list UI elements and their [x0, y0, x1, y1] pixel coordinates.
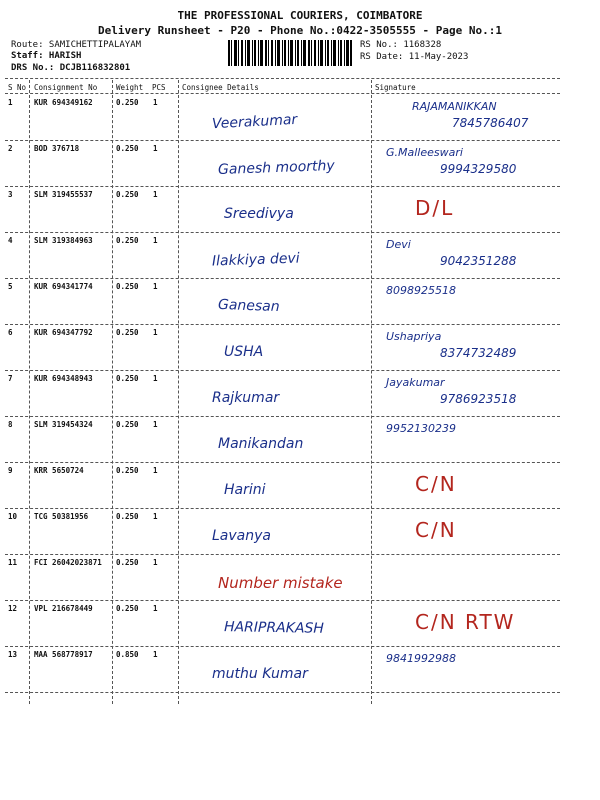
row-signature: RAJAMANIKKAN — [412, 100, 497, 113]
row-signature: D/L — [415, 196, 455, 220]
row-weight: 0.250 — [116, 374, 139, 383]
row-sno: 11 — [8, 558, 18, 567]
col-header-pcs: PCS — [152, 83, 166, 92]
route-label: Route: SAMICHETTIPALAYAM — [11, 40, 142, 50]
row-sno: 8 — [8, 420, 13, 429]
row-weight: 0.250 — [116, 190, 139, 199]
row-divider — [5, 370, 560, 371]
row-weight: 0.250 — [116, 328, 139, 337]
col-header-consignment: Consignment No — [34, 83, 98, 92]
row-sno: 2 — [8, 144, 13, 153]
col-header-consignee: Consignee Details — [182, 83, 259, 92]
row-sno: 4 — [8, 236, 13, 245]
row-consignment-no: KUR 694341774 — [34, 282, 93, 291]
row-consignee-handwriting: muthu Kumar — [212, 666, 308, 682]
row-consignee-handwriting: Ganesan — [217, 296, 280, 316]
row-signature: Jayakumar — [386, 376, 445, 389]
row-sno: 10 — [8, 512, 18, 521]
row-divider — [5, 186, 560, 187]
row-signature: Ushapriya — [386, 330, 442, 343]
row-divider — [5, 462, 560, 463]
row-weight: 0.250 — [116, 144, 139, 153]
rs-date: RS Date: 11-May-2023 — [360, 52, 469, 62]
row-sno: 12 — [8, 604, 18, 613]
row-consignment-no: SLM 319384963 — [34, 236, 93, 245]
row-weight: 0.250 — [116, 98, 139, 107]
row-pcs: 1 — [153, 466, 158, 475]
row-consignee-handwriting: Number mistake — [218, 574, 343, 592]
row-weight: 0.250 — [116, 558, 139, 567]
row-sno: 3 — [8, 190, 13, 199]
barcode-image — [228, 40, 352, 66]
row-signature-phone: 8374732489 — [440, 346, 517, 360]
row-sno: 13 — [8, 650, 18, 659]
row-weight: 0.250 — [116, 282, 139, 291]
row-pcs: 1 — [153, 236, 158, 245]
table-top-rule — [5, 78, 560, 79]
row-pcs: 1 — [153, 374, 158, 383]
page-title: THE PROFESSIONAL COURIERS, COIMBATORE — [177, 9, 423, 22]
col-header-weight: Weight — [116, 83, 144, 92]
row-divider — [5, 232, 560, 233]
row-consignee-handwriting: HARIPRAKASH — [223, 619, 325, 637]
row-sno: 9 — [8, 466, 13, 475]
row-signature-phone: 7845786407 — [452, 116, 529, 130]
row-pcs: 1 — [153, 282, 158, 291]
row-sno: 7 — [8, 374, 13, 383]
row-signature: C/N RTW — [415, 610, 516, 634]
page-subtitle: Delivery Runsheet - P20 - Phone No.:0422-3505555 - Page No.:1 — [98, 24, 502, 37]
row-divider — [5, 692, 560, 693]
col-divider — [112, 80, 113, 704]
row-signature: C/N — [415, 472, 457, 496]
row-sno: 6 — [8, 328, 13, 337]
row-divider — [5, 140, 560, 141]
col-header-signature: Signature — [375, 83, 416, 92]
row-signature: 9841992988 — [386, 652, 456, 665]
row-divider — [5, 646, 560, 647]
row-signature: Devi — [386, 238, 411, 251]
row-signature: 8098925518 — [386, 284, 456, 297]
row-divider — [5, 508, 560, 509]
row-signature: C/N — [415, 518, 457, 542]
row-weight: 0.250 — [116, 512, 139, 521]
row-divider — [5, 324, 560, 325]
row-consignee-handwriting: Manikandan — [218, 436, 304, 452]
row-consignment-no: KUR 694347792 — [34, 328, 93, 337]
row-consignee-handwriting: Harini — [224, 482, 266, 498]
row-divider — [5, 278, 560, 279]
col-divider — [29, 80, 30, 704]
row-divider — [5, 600, 560, 601]
table-header-rule — [5, 93, 560, 94]
row-signature-phone: 9786923518 — [440, 392, 517, 406]
row-consignment-no: MAA 568778917 — [34, 650, 93, 659]
row-signature: G.Malleeswari — [386, 146, 463, 159]
col-divider — [178, 80, 179, 704]
row-signature: 9952130239 — [386, 422, 456, 435]
row-consignment-no: KUR 694348943 — [34, 374, 93, 383]
row-consignee-handwriting: Veerakumar — [211, 111, 298, 133]
row-consignment-no: KRR 5650724 — [34, 466, 84, 475]
row-weight: 0.250 — [116, 466, 139, 475]
row-consignee-handwriting: Sreedivya — [224, 206, 294, 222]
row-weight: 0.250 — [116, 236, 139, 245]
row-pcs: 1 — [153, 604, 158, 613]
row-pcs: 1 — [153, 190, 158, 199]
row-consignee-handwriting: Ilakkiya devi — [211, 250, 300, 270]
row-consignment-no: VPL 216678449 — [34, 604, 93, 613]
row-divider — [5, 554, 560, 555]
row-pcs: 1 — [153, 650, 158, 659]
row-consignee-handwriting: Lavanya — [212, 528, 271, 544]
row-weight: 0.250 — [116, 420, 139, 429]
row-consignment-no: TCG 50381956 — [34, 512, 89, 521]
row-pcs: 1 — [153, 328, 158, 337]
row-consignment-no: SLM 319455537 — [34, 190, 93, 199]
row-consignee-handwriting: USHA — [224, 344, 264, 360]
row-signature-phone: 9994329580 — [440, 162, 517, 176]
row-consignment-no: SLM 319454324 — [34, 420, 93, 429]
row-pcs: 1 — [153, 98, 158, 107]
row-consignment-no: KUR 694349162 — [34, 98, 93, 107]
row-weight: 0.850 — [116, 650, 139, 659]
row-pcs: 1 — [153, 420, 158, 429]
row-consignment-no: BOD 376718 — [34, 144, 80, 153]
row-weight: 0.250 — [116, 604, 139, 613]
row-pcs: 1 — [153, 144, 158, 153]
row-consignee-handwriting: Rajkumar — [212, 390, 280, 406]
drs-number: DRS No.: DCJB116832801 — [11, 63, 131, 73]
row-pcs: 1 — [153, 558, 158, 567]
row-divider — [5, 416, 560, 417]
col-divider — [371, 80, 372, 704]
rs-number: RS No.: 1168328 — [360, 40, 442, 50]
row-consignment-no: FCI 26042023871 — [34, 558, 102, 567]
row-sno: 5 — [8, 282, 13, 291]
row-sno: 1 — [8, 98, 13, 107]
row-pcs: 1 — [153, 512, 158, 521]
col-header-sno: S No — [8, 83, 27, 92]
row-signature-phone: 9042351288 — [440, 254, 517, 268]
row-consignee-handwriting: Ganesh moorthy — [217, 157, 335, 179]
staff-label: Staff: HARISH — [11, 51, 82, 61]
